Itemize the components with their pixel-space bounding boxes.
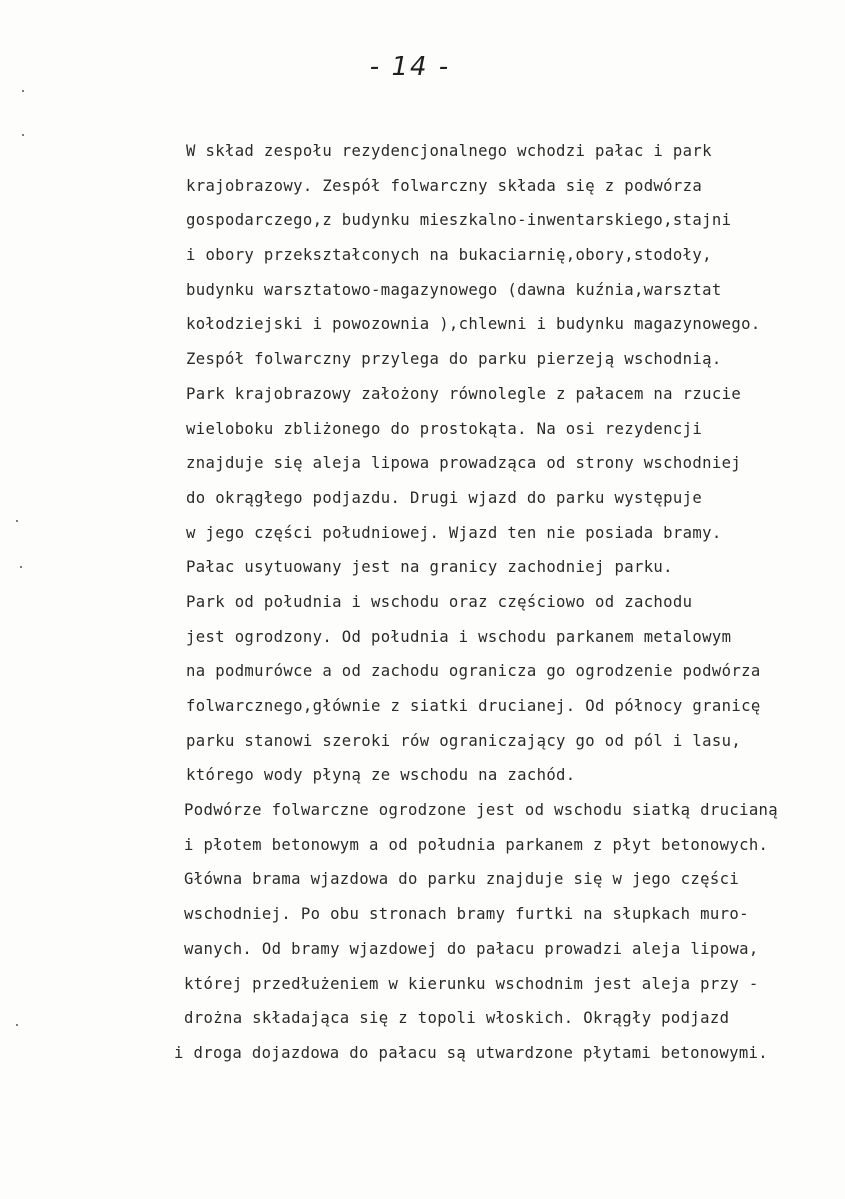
- text-line: drożna składająca się z topoli włoskich. Okrągły podjazd: [184, 1009, 730, 1028]
- text-line: którego wody płyną ze wschodu na zachód.: [186, 766, 576, 785]
- text-line: Podwórze folwarczne ogrodzone jest od wschodu siatką drucianą: [184, 801, 779, 820]
- text-line: do okrągłego podjazdu. Drugi wjazd do parku występuje: [186, 488, 703, 507]
- page-number: - 14 -: [369, 52, 451, 82]
- text-line: wschodniej. Po obu stronach bramy furtki na słupkach muro-: [184, 905, 749, 924]
- text-line: znajduje się aleja lipowa prowadząca od strony wschodniej: [186, 454, 742, 473]
- text-line: wieloboku zbliżonego do prostokąta. Na osi rezydencji: [186, 419, 703, 438]
- text-line: folwarcznego,głównie z siatki drucianej. Od północy granicę: [186, 697, 761, 715]
- margin-mark: [16, 520, 18, 522]
- text-line: Zespół folwarczny przylega do parku pierzeją wschodnią.: [186, 350, 722, 369]
- body-text: [174, 134, 826, 1071]
- text-line: parku stanowi szeroki rów ograniczający go od pól i lasu,: [186, 731, 742, 750]
- margin-mark: [20, 566, 22, 568]
- text-line: W skład zespołu rezydencjonalnego wchodzi pałac i park: [186, 142, 712, 160]
- text-line: Park od południa i wschodu oraz częściowo od zachodu: [186, 592, 693, 611]
- margin-mark: [16, 1024, 18, 1026]
- text-line: krajobrazowy. Zespół folwarczny składa się z podwórza: [186, 176, 703, 195]
- text-line: i obory przekształconych na bukaciarnię,obory,stodoły,: [186, 246, 712, 265]
- text-line: jest ogrodzony. Od południa i wschodu parkanem metalowym: [186, 627, 732, 646]
- text-line: Główna brama wjazdowa do parku znajduje się w jego części: [184, 870, 740, 889]
- text-line: i droga dojazdowa do pałacu są utwardzone płytami betonowymi.: [174, 1043, 769, 1062]
- text-line: budynku warsztatowo-magazynowego (dawna kuźnia,warsztat: [186, 280, 722, 299]
- margin-mark: [22, 90, 24, 92]
- text-line: Pałac usytuowany jest na granicy zachodniej parku.: [186, 558, 673, 577]
- text-line: w jego części południowej. Wjazd ten nie posiada bramy.: [186, 523, 722, 542]
- margin-mark: [22, 134, 24, 136]
- text-line: gospodarczego,z budynku mieszkalno-inwentarskiego,stajni: [186, 211, 732, 230]
- text-line: i płotem betonowym a od południa parkanem z płyt betonowych.: [184, 835, 769, 854]
- text-line: wanych. Od bramy wjazdowej do pałacu prowadzi aleja lipowa,: [184, 939, 759, 958]
- text-line: której przedłużeniem w kierunku wschodnim jest aleja przy -: [184, 974, 759, 993]
- text-line: kołodziejski i powozownia ),chlewni i budynku magazynowego.: [186, 315, 761, 334]
- text-line: Park krajobrazowy założony równolegle z pałacem na rzucie: [186, 384, 742, 403]
- text-line: na podmurówce a od zachodu ogranicza go ogrodzenie podwórza: [186, 662, 761, 681]
